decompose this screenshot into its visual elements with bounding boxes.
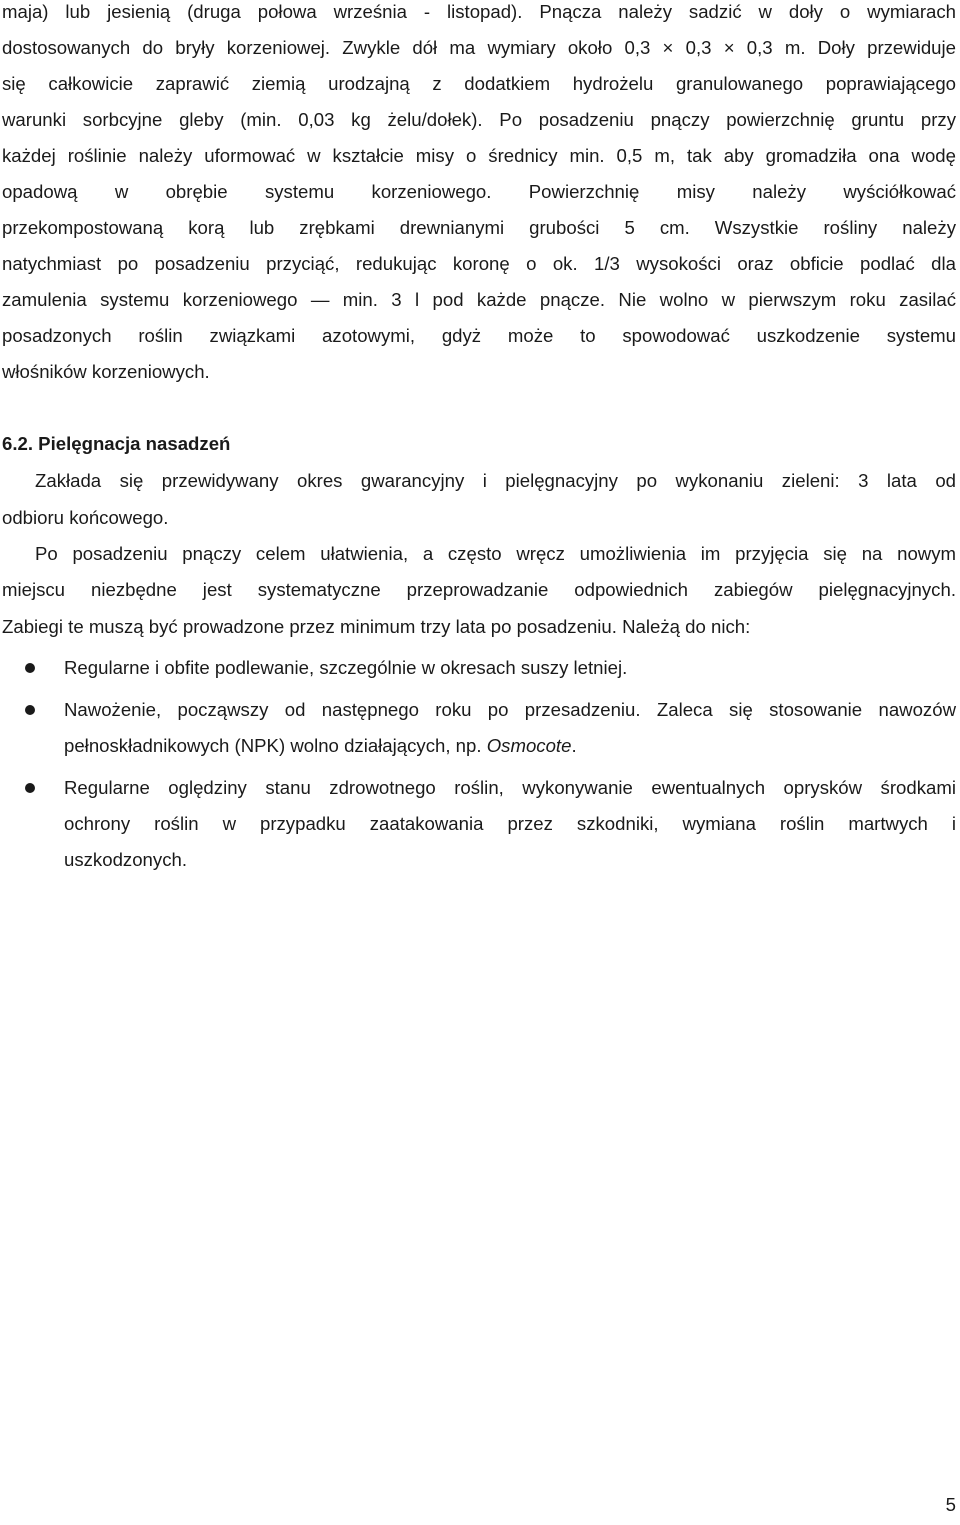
text-line: Regularne i obfite podlewanie, szczególnie w okresach suszy letniej. (64, 657, 628, 678)
text-line: Zabiegi te muszą być prowadzone przez minimum trzy lata po posadzeniu. Należą do nich: (2, 616, 751, 637)
text-line: przekompostowaną korą lub zrębkami drewnianymi grubości 5 cm. Wszystkie rośliny należy (2, 217, 956, 238)
text-line: maja) lub jesienią (druga połowa września - listopad). Pnącza należy sadzić w doły o wymiarach (2, 1, 956, 22)
bullet-icon (25, 705, 35, 715)
text-line: zamulenia systemu korzeniowego — min. 3 l pod każde pnącze. Nie wolno w pierwszym roku zasilać (2, 289, 956, 310)
text-line: uszkodzonych. (64, 849, 187, 870)
text-line: każdej roślinie należy uformować w kształcie misy o średnicy min. 0,5 m, tak aby gromadziła ona wodę (2, 145, 956, 166)
text-line: ochrony roślin w przypadku zaatakowania przez szkodniki, wymiana roślin martwych i (64, 813, 956, 834)
section-heading: 6.2. Pielęgnacja nasadzeń (2, 433, 231, 454)
text-line: włośników korzeniowych. (2, 361, 210, 382)
product-name: Osmocote (486, 735, 572, 756)
page-number: 5 (945, 1494, 956, 1515)
text-line: dostosowanych do bryły korzeniowej. Zwykle dół ma wymiary około 0,3 × 0,3 × 0,3 m. Doły przewiduje (2, 37, 956, 58)
text-line: Nawożenie, począwszy od następnego roku po przesadzeniu. Zaleca się stosowanie nawozów (64, 699, 956, 720)
text-line: natychmiast po posadzeniu przyciąć, redukując koronę o ok. 1/3 wysokości oraz obficie podlać dla (2, 253, 956, 274)
bullet-icon (25, 783, 35, 793)
bullet-icon (25, 663, 35, 673)
text-line: Regularne oględziny stanu zdrowotnego roślin, wykonywanie ewentualnych oprysków środkami (64, 777, 956, 798)
text-segment: pełnoskładnikowych (NPK) wolno działających, np. (64, 735, 487, 756)
text-line: się całkowicie zaprawić ziemią urodzajną z dodatkiem hydrożelu granulowanego poprawiającego (2, 73, 956, 94)
text-line: odbioru końcowego. (2, 507, 169, 528)
text-line: miejscu niezbędne jest systematyczne przeprowadzanie odpowiednich zabiegów pielęgnacyjnych. (2, 579, 956, 600)
text-line: Po posadzeniu pnączy celem ułatwienia, a często wręcz umożliwienia im przyjęcia się na nowym (35, 543, 956, 564)
text-line: opadową w obrębie systemu korzeniowego. Powierzchnię misy należy wyściółkować (2, 181, 956, 202)
text-segment: . (571, 735, 577, 756)
text-line: posadzonych roślin związkami azotowymi, gdyż może to spowodować uszkodzenie systemu (2, 325, 956, 346)
text-line: Zakłada się przewidywany okres gwarancyjny i pielęgnacyjny po wykonaniu zieleni: 3 lata od (35, 470, 956, 491)
text-line (64, 735, 577, 757)
text-line: warunki sorbcyjne gleby (min. 0,03 kg żelu/dołek). Po posadzeniu pnączy powierzchnię gruntu przy (2, 109, 956, 130)
